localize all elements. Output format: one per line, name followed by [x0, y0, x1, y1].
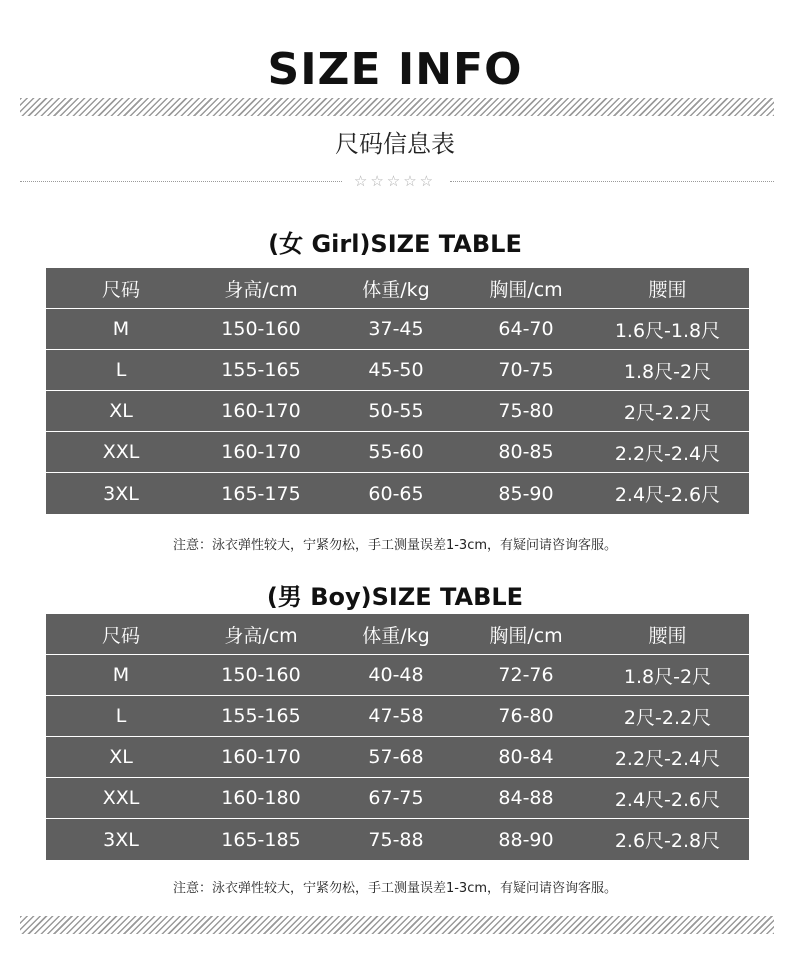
table-row — [46, 819, 749, 860]
table-row — [46, 309, 749, 350]
cell-waist: 1.6尺-1.8尺 — [614, 319, 721, 342]
cell-weight: 40-48 — [368, 664, 424, 686]
table-row — [46, 350, 749, 391]
cell-size: M — [112, 318, 130, 340]
header-height: 身高/cm — [224, 278, 298, 301]
page-subtitle: 尺码信息表 — [335, 130, 455, 158]
cell-height: 160-170 — [221, 400, 301, 422]
cell-height: 155-165 — [221, 705, 301, 727]
cell-chest: 75-80 — [498, 400, 554, 422]
header-size: 尺码 — [101, 278, 140, 301]
cell-chest: 70-75 — [498, 359, 554, 381]
cell-waist: 1.8尺-2尺 — [623, 665, 712, 688]
table-header-row — [46, 614, 749, 655]
cell-size: L — [115, 359, 127, 381]
cell-chest: 72-76 — [498, 664, 554, 686]
header-waist: 腰围 — [648, 624, 687, 647]
table-row — [46, 778, 749, 819]
cell-weight: 37-45 — [368, 318, 424, 340]
girl-table-note: 注意：泳衣弹性较大，宁紧勿松，手工测量误差1-3cm，有疑问请咨询客服。 — [172, 538, 618, 553]
cell-waist: 2.2尺-2.4尺 — [614, 442, 721, 465]
cell-size: 3XL — [103, 482, 139, 505]
girl-table-title: (女 Girl)SIZE TABLE — [268, 230, 522, 258]
cell-size: L — [115, 705, 127, 727]
cell-size: XL — [109, 400, 133, 422]
cell-weight: 50-55 — [368, 400, 424, 422]
header-size: 尺码 — [101, 624, 140, 647]
cell-waist: 2.4尺-2.6尺 — [614, 788, 721, 811]
cell-height: 155-165 — [221, 359, 301, 381]
cell-waist: 2.2尺-2.4尺 — [614, 747, 721, 770]
cell-height: 150-160 — [221, 664, 301, 686]
cell-size: 3XL — [103, 828, 139, 851]
cell-chest: 84-88 — [498, 787, 554, 809]
boy-table-title: (男 Boy)SIZE TABLE — [266, 583, 524, 611]
cell-waist: 2尺-2.2尺 — [623, 706, 712, 729]
star-decoration: ☆☆☆☆☆ — [353, 172, 437, 190]
cell-height: 165-185 — [221, 828, 301, 851]
cell-height: 160-170 — [221, 746, 301, 768]
cell-height: 160-170 — [221, 441, 301, 463]
cell-waist: 2尺-2.2尺 — [623, 401, 712, 424]
header-weight: 体重/kg — [362, 624, 430, 647]
cell-chest: 88-90 — [498, 828, 554, 851]
page-title: SIZE INFO — [267, 44, 523, 95]
cell-chest: 85-90 — [498, 482, 554, 505]
cell-waist: 2.4尺-2.6尺 — [614, 484, 721, 506]
cell-size: M — [112, 664, 130, 686]
boy-size-table — [46, 614, 749, 860]
cell-chest: 64-70 — [498, 318, 554, 340]
cell-weight: 45-50 — [368, 359, 424, 381]
cell-weight: 60-65 — [368, 482, 424, 505]
cell-waist: 2.6尺-2.8尺 — [614, 830, 721, 852]
dotted-divider-right — [450, 181, 774, 182]
table-row — [46, 391, 749, 432]
header-waist: 腰围 — [648, 278, 687, 301]
table-row — [46, 737, 749, 778]
header-height: 身高/cm — [224, 624, 298, 647]
table-row — [46, 655, 749, 696]
cell-size: XXL — [102, 441, 140, 463]
table-row — [46, 696, 749, 737]
girl-size-table — [46, 268, 749, 514]
cell-weight: 75-88 — [368, 828, 424, 851]
cell-weight: 55-60 — [368, 441, 424, 463]
boy-table-note: 注意：泳衣弹性较大，宁紧勿松，手工测量误差1-3cm，有疑问请咨询客服。 — [172, 881, 618, 896]
header-chest: 胸围/cm — [489, 278, 563, 301]
table-row — [46, 473, 749, 514]
hatch-divider-top — [20, 98, 774, 116]
table-row — [46, 432, 749, 473]
cell-chest: 80-85 — [498, 441, 554, 463]
cell-weight: 47-58 — [368, 705, 424, 727]
cell-height: 165-175 — [221, 482, 301, 505]
header-weight: 体重/kg — [362, 278, 430, 301]
cell-size: XL — [109, 746, 133, 768]
cell-height: 150-160 — [221, 318, 301, 340]
cell-height: 160-180 — [221, 787, 301, 809]
cell-weight: 57-68 — [368, 746, 424, 768]
cell-waist: 1.8尺-2尺 — [623, 360, 712, 383]
cell-chest: 80-84 — [498, 746, 554, 768]
cell-size: XXL — [102, 787, 140, 809]
cell-chest: 76-80 — [498, 705, 554, 727]
table-header-row — [46, 268, 749, 309]
header-chest: 胸围/cm — [489, 624, 563, 647]
cell-weight: 67-75 — [368, 787, 424, 809]
hatch-divider-bottom — [20, 916, 774, 934]
